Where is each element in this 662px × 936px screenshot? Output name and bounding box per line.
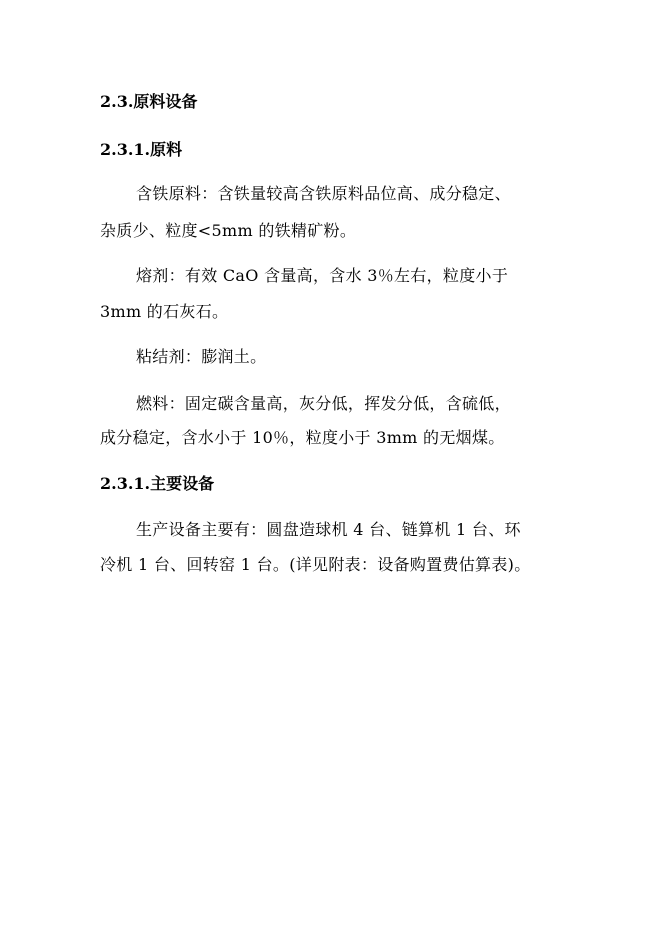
paragraph-flux-line1: 熔剂：有效 CaO 含量高，含水 3％左右，粒度小于 [136, 266, 509, 285]
paragraph-iron-raw-material-line1: 含铁原料：含铁量较高含铁原料品位高、成分稳定、 [136, 184, 511, 203]
paragraph-equipment-line1: 生产设备主要有：圆盘造球机 4 台、链算机 1 台、环 [136, 520, 521, 539]
subsection-heading-raw-materials: 2.3.1.原料 [100, 140, 183, 159]
section-heading-raw-materials-equipment: 2.3.原料设备 [100, 92, 198, 111]
paragraph-flux-line2: 3mm 的石灰石。 [100, 302, 229, 321]
paragraph-fuel-line2: 成分稳定，含水小于 10％，粒度小于 3mm 的无烟煤。 [100, 428, 505, 447]
paragraph-iron-raw-material-line2: 杂质少、粒度<5mm 的铁精矿粉。 [100, 221, 357, 240]
paragraph-fuel-line1: 燃料：固定碳含量高，灰分低，挥发分低，含硫低， [136, 394, 511, 413]
paragraph-equipment-line2: 冷机 1 台、回转窑 1 台。(详见附表：设备购置费估算表)。 [100, 555, 531, 574]
subsection-heading-main-equipment: 2.3.1.主要设备 [100, 474, 215, 493]
paragraph-binder-line1: 粘结剂：膨润土。 [136, 347, 267, 366]
